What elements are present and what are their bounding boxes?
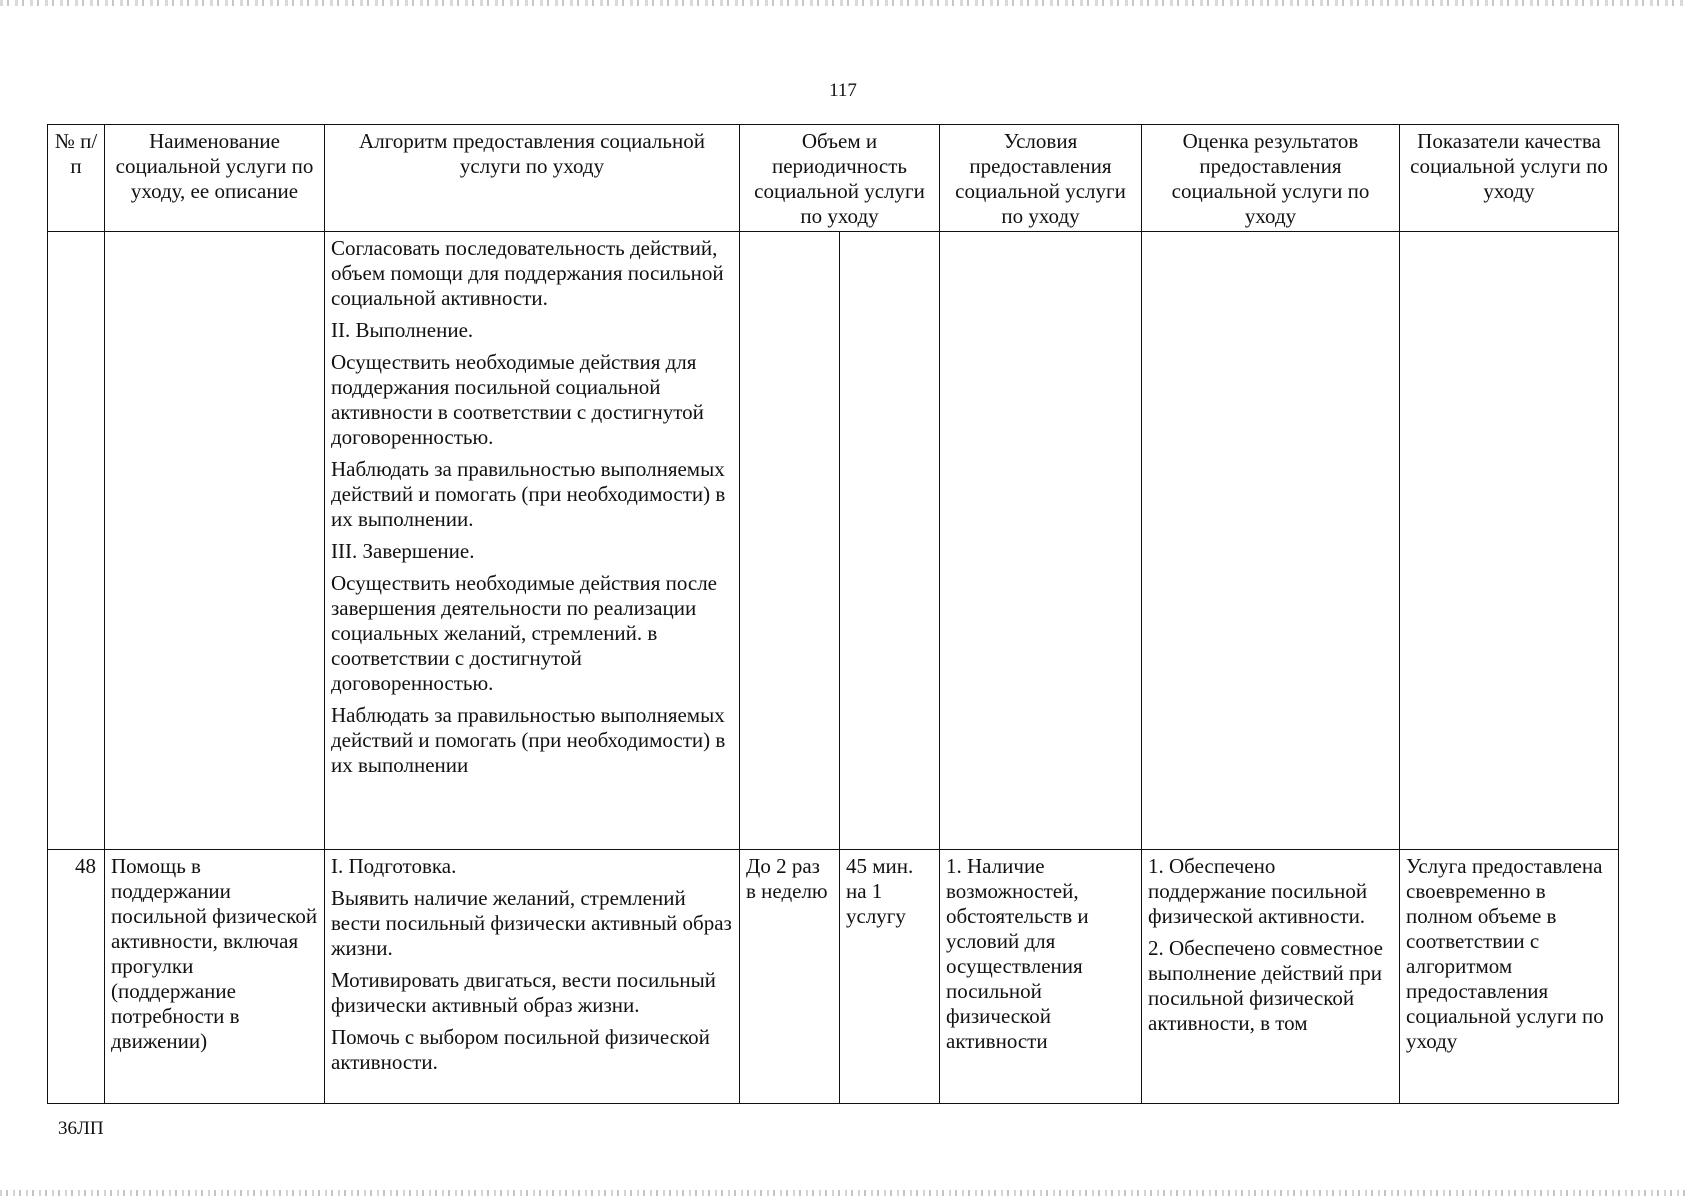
table-row [48, 850, 1619, 1104]
algorithm-paragraph: Осуществить необходимые действия для поддержания посильной социальной активности в соответствии с достигнутой договоренностью. [331, 350, 704, 449]
header-algorithm: Алгоритм предоставления социальной услуги по уходу [325, 125, 740, 232]
table-header-row [48, 125, 1619, 232]
scan-edge-top [0, 0, 1686, 6]
cell-frequency [740, 232, 840, 850]
algorithm-paragraph: Мотивировать двигаться, вести посильный физически активный образ жизни. [331, 968, 716, 1017]
cell-duration [840, 232, 940, 850]
header-quality: Показатели качества социальной услуги по уходу [1400, 125, 1619, 232]
evaluation-paragraph: 1. Обеспечено поддержание посильной физической активности. [1148, 854, 1368, 928]
cell-frequency: До 2 раз в неделю [740, 850, 840, 1104]
algorithm-paragraph: I. Подготовка. [331, 854, 457, 878]
cell-evaluation [1142, 850, 1400, 1104]
header-service-name: Наименование социальной услуги по уходу, ее описание [105, 125, 325, 232]
header-conditions: Условия предоставления социальной услуги по уходу [940, 125, 1142, 232]
cell-conditions: 1. Наличие возможностей, обстоятельств и условий для осуществления посильной физической активности [940, 850, 1142, 1104]
cell-quality [1400, 232, 1619, 850]
algorithm-paragraph: Согласовать последовательность действий, объем помощи для поддержания посильной социальной активности. [331, 236, 724, 310]
cell-duration: 45 мин. на 1 услугу [840, 850, 940, 1104]
algorithm-paragraph: Наблюдать за правильностью выполняемых действий и помогать (при необходимости) в их выполнении [331, 703, 726, 777]
algorithm-paragraph: III. Завершение. [331, 539, 475, 563]
services-table [47, 124, 1619, 1104]
scan-edge-bottom [0, 1190, 1686, 1196]
footer-code: 36ЛП [58, 1118, 104, 1139]
header-volume: Объем и периодичность социальной услуги по уходу [740, 125, 940, 232]
page-number: 117 [829, 80, 857, 101]
cell-algorithm [325, 232, 740, 850]
cell-algorithm [325, 850, 740, 1104]
cell-evaluation [1142, 232, 1400, 850]
header-num: № п/п [48, 125, 105, 232]
algorithm-paragraph: Помочь с выбором посильной физической активности. [331, 1025, 710, 1074]
algorithm-paragraph: Наблюдать за правильностью выполняемых действий и помогать (при необходимости) в их выполнении. [331, 457, 726, 531]
header-evaluation: Оценка результатов предоставления социальной услуги по уходу [1142, 125, 1400, 232]
cell-service-name [105, 232, 325, 850]
table-row [48, 232, 1619, 850]
cell-num: 48 [48, 850, 105, 1104]
cell-quality: Услуга предоставлена своевременно в полном объеме в соответствии с алгоритмом предоставления социальной услуги по уходу [1400, 850, 1619, 1104]
algorithm-paragraph: Осуществить необходимые действия после завершения деятельности по реализации социальных желаний, стремлений. в соответствии с достигнутой договоренностью. [331, 571, 717, 695]
evaluation-paragraph: 2. Обеспечено совместное выполнение действий при посильной физической активности, в том [1148, 936, 1383, 1035]
cell-service-name: Помощь в поддержании посильной физической активности, включая прогулки (поддержание потребности в движении) [105, 850, 325, 1104]
cell-num [48, 232, 105, 850]
algorithm-paragraph: II. Выполнение. [331, 318, 474, 342]
algorithm-paragraph: Выявить наличие желаний, стремлений вести посильный физически активный образ жизни. [331, 886, 732, 960]
cell-conditions [940, 232, 1142, 850]
